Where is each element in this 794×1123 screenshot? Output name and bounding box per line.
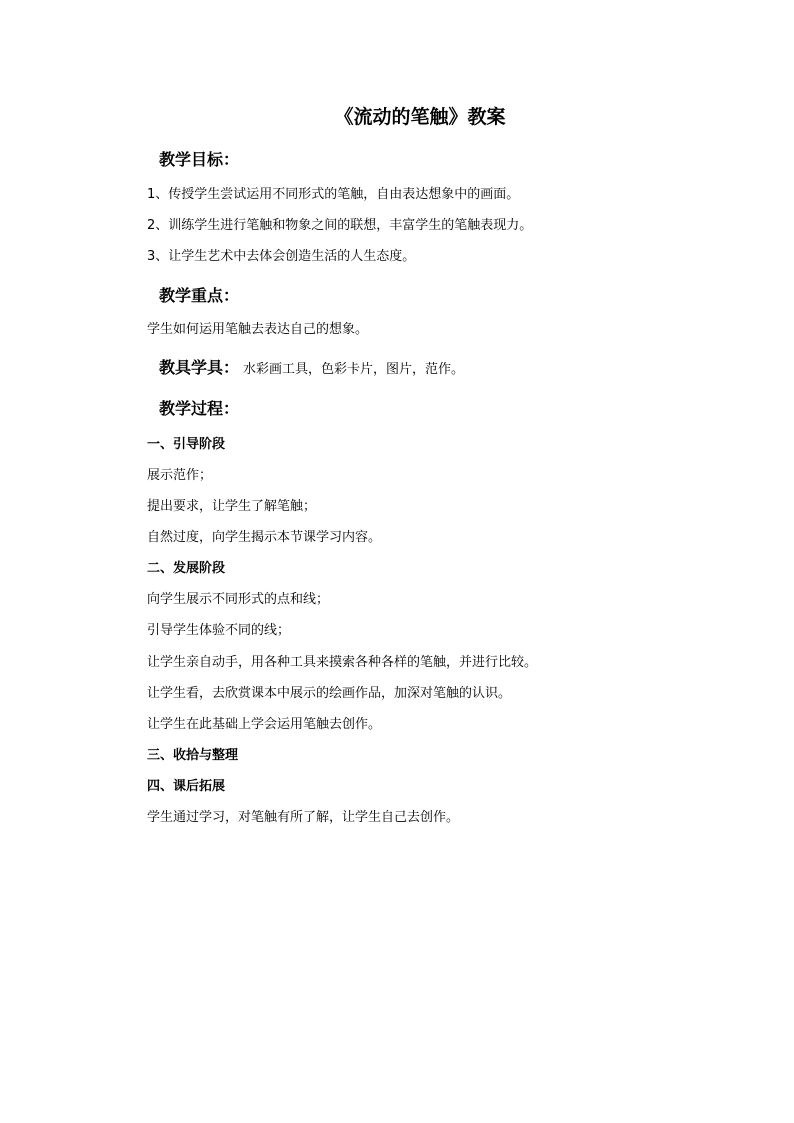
section-guide-line-2: 提出要求，让学生了解笔触；: [147, 499, 317, 514]
section-develop-line-4: 让学生看，去欣赏课本中展示的绘画作品，加深对笔触的认识。: [147, 686, 512, 701]
section-guide-line-3: 自然过度，向学生揭示本节课学习内容。: [147, 530, 382, 545]
section-develop-line-2: 引导学生体验不同的线；: [147, 623, 291, 638]
section-guide-title: 一、引导阶段: [147, 437, 226, 452]
objective-item-3: 3、让学生艺术中去体会创造生活的人生态度。: [147, 249, 416, 264]
section-extend-title: 四、课后拓展: [147, 779, 226, 794]
objectives-heading: 教学目标：: [159, 150, 240, 169]
section-tidy-title: 三、收拾与整理: [147, 748, 239, 763]
objective-item-1: 1、传授学生尝试运用不同形式的笔触，自由表达想象中的画面。: [147, 187, 520, 202]
objective-item-2: 2、训练学生进行笔触和物象之间的联想，丰富学生的笔触表现力。: [147, 218, 533, 233]
process-heading: 教学过程：: [159, 399, 240, 418]
key-point-heading: 教学重点：: [159, 286, 240, 305]
document-title: 《流动的笔触》教案: [334, 106, 506, 128]
tools-line: [159, 357, 719, 381]
section-develop-line-5: 让学生在此基础上学会运用笔触去创作。: [147, 717, 382, 732]
section-develop-line-1: 向学生展示不同形式的点和线；: [147, 592, 330, 607]
key-point-text: 学生如何运用笔触去表达自己的想象。: [147, 322, 369, 337]
section-extend-line-1: 学生通过学习，对笔触有所了解，让学生自己去创作。: [147, 810, 460, 825]
tools-heading: 教具学具：: [159, 358, 240, 377]
tools-text: 水彩画工具，色彩卡片，图片，范作。: [243, 362, 465, 377]
section-guide-line-1: 展示范作；: [147, 468, 213, 483]
section-develop-title: 二、发展阶段: [147, 561, 226, 576]
section-develop-line-3: 让学生亲自动手，用各种工具来摸索各种各样的笔触，并进行比较。: [147, 655, 538, 670]
